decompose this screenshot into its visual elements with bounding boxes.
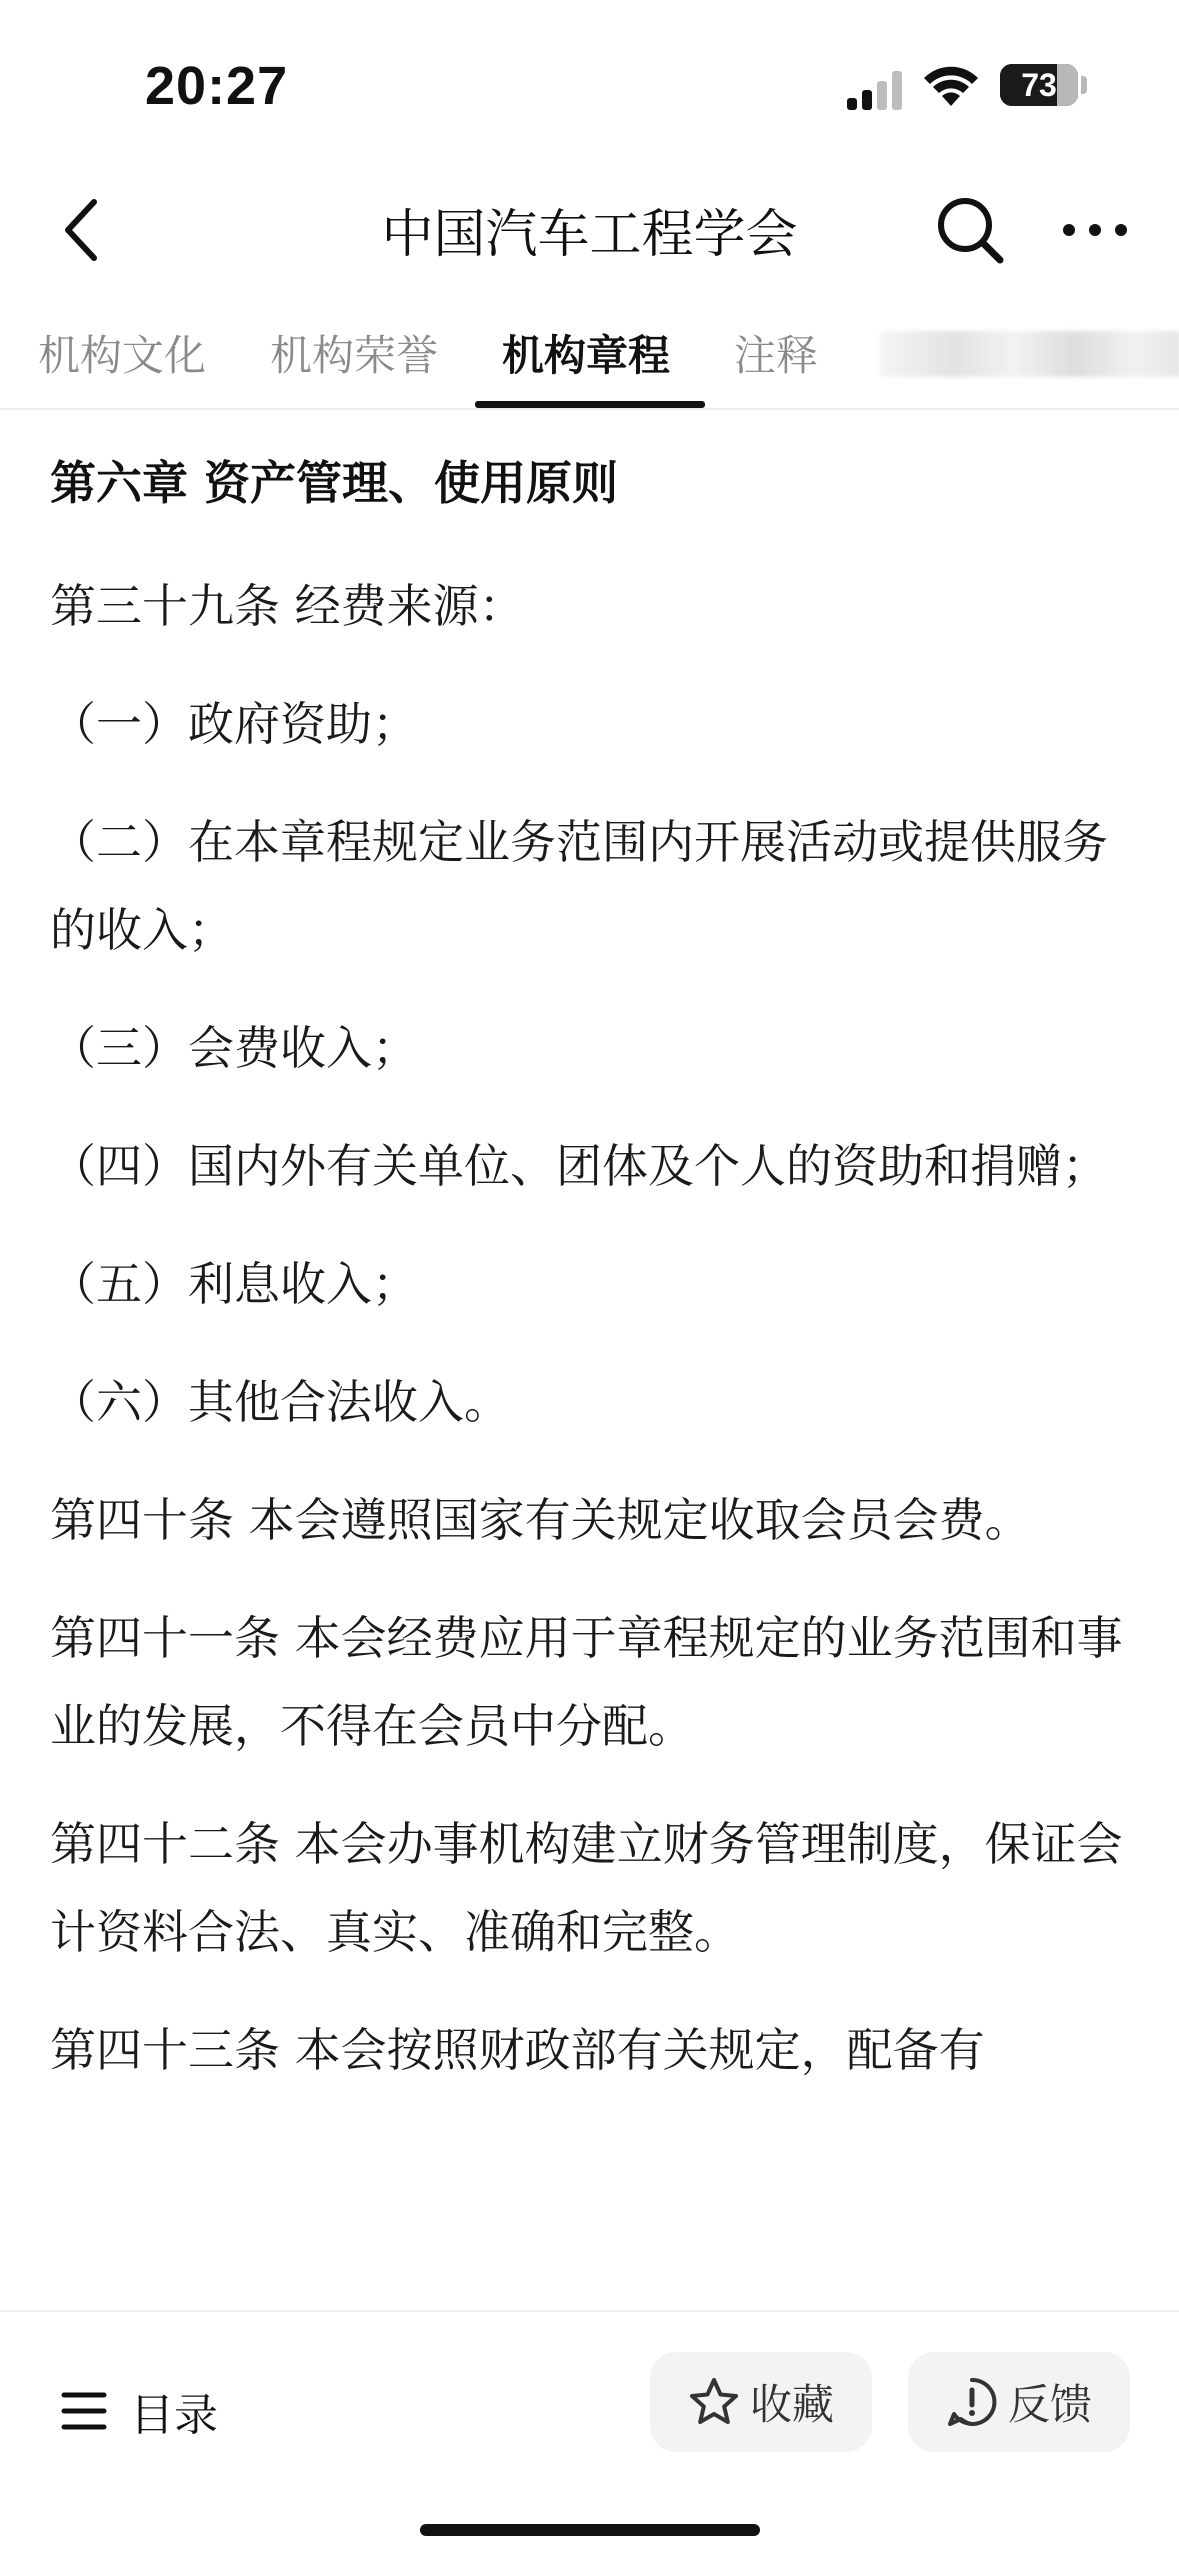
favorite-button[interactable] <box>650 2352 872 2452</box>
home-indicator[interactable] <box>420 2524 760 2536</box>
star-icon <box>688 2376 740 2428</box>
toc-button[interactable] <box>60 2376 218 2446</box>
page-title: 中国汽车工程学会 <box>381 205 798 265</box>
wifi-icon <box>922 62 980 108</box>
chapter-title: 第六章 资产管理、使用原则 <box>50 456 619 510</box>
battery-level-text: 73 <box>1021 67 1057 103</box>
paragraph: （六）其他合法收入。 <box>50 1375 510 1429</box>
tab-notes[interactable]: 注释 <box>734 331 819 380</box>
battery-indicator <box>1000 64 1078 106</box>
status-bar <box>0 0 1179 170</box>
article-content <box>50 448 1140 2124</box>
feedback-label: 反馈 <box>1007 2380 1092 2429</box>
feedback-button[interactable] <box>908 2352 1130 2452</box>
tab-org-honors[interactable]: 机构荣誉 <box>270 331 439 380</box>
blurred-tab-area <box>880 331 1179 377</box>
paragraph: 第四十一条 本会经费应用于章程规定的业务范围和事业的发展，不得在会员中分配。 <box>50 1611 1123 1753</box>
paragraph: 第三十九条 经费来源： <box>50 579 525 633</box>
favorite-label: 收藏 <box>749 2380 834 2429</box>
active-tab-indicator <box>475 401 705 408</box>
cellular-signal-icon <box>845 70 905 110</box>
paragraph: 第四十二条 本会办事机构建立财务管理制度，保证会计资料合法、真实、准确和完整。 <box>50 1817 1123 1959</box>
paragraph: （三）会费收入； <box>50 1021 418 1075</box>
search-icon[interactable] <box>930 190 1010 270</box>
paragraph: 第四十条 本会遵照国家有关规定收取会员会费。 <box>50 1493 1031 1547</box>
battery-tip <box>1081 76 1087 94</box>
tab-org-culture[interactable]: 机构文化 <box>38 331 207 380</box>
status-time: 20:27 <box>145 56 289 116</box>
menu-icon <box>60 2389 108 2433</box>
tab-org-charter[interactable]: 机构章程 <box>502 331 671 380</box>
tab-bar <box>0 305 1179 410</box>
paragraph: 第四十三条 本会按照财政部有关规定，配备有 <box>50 2023 985 2077</box>
toc-label: 目录 <box>130 2390 218 2441</box>
alert-circle-icon <box>946 2376 998 2428</box>
paragraph: （五）利息收入； <box>50 1257 418 1311</box>
more-horizontal-icon[interactable] <box>1055 190 1135 270</box>
paragraph: （二）在本章程规定业务范围内开展活动或提供服务的收入； <box>50 815 1108 957</box>
navigation-bar <box>0 170 1179 290</box>
paragraph: （四）国内外有关单位、团体及个人的资助和捐赠； <box>50 1139 1108 1193</box>
paragraph: （一）政府资助； <box>50 697 418 751</box>
bottom-action-bar <box>0 2310 1179 2556</box>
